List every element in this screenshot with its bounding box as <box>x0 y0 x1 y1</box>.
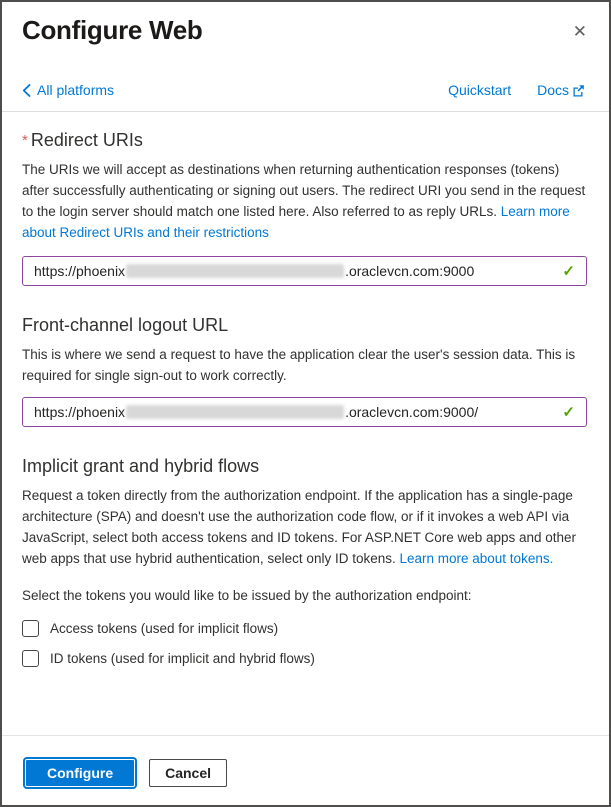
redirect-uris-description-text: The URIs we will accept as destinations when returning authentication responses (tokens) after successfully authenticating or signing out users. The redirect URI you send in the request to the login server should match one listed here. Also referred to as reply URLs. <box>22 162 586 219</box>
page-title: Configure Web <box>22 15 203 45</box>
panel-content <box>2 112 609 735</box>
chevron-left-icon <box>22 84 31 97</box>
external-link-icon <box>572 84 585 97</box>
nav-links <box>448 82 585 98</box>
checkbox-row-access-tokens[interactable] <box>22 620 587 637</box>
logout-url-value-suffix: .oraclevcn.com:9000/ <box>345 404 479 420</box>
docs-link-label: Docs <box>537 82 569 98</box>
configure-button[interactable]: Configure <box>25 759 135 787</box>
close-button[interactable] <box>567 17 593 46</box>
section-heading-redirect-uris: Redirect URIs <box>30 130 143 150</box>
token-select-prompt: Select the tokens you would like to be issued by the authorization endpoint: <box>22 588 472 603</box>
access-tokens-checkbox-label: Access tokens (used for implicit flows) <box>50 621 279 636</box>
redirect-uris-heading-row <box>22 130 587 151</box>
panel-footer <box>2 735 609 805</box>
docs-link[interactable] <box>537 82 585 98</box>
section-heading-logout-url: Front-channel logout URL <box>22 315 229 335</box>
redirect-uris-description <box>22 159 587 243</box>
nav-row <box>2 82 609 111</box>
redirect-uri-value-suffix: .oraclevcn.com:9000 <box>345 263 475 279</box>
valid-check-icon: ✓ <box>562 263 575 280</box>
logout-url-input[interactable] <box>22 397 587 427</box>
redirect-uri-value-prefix: https://phoenix <box>34 263 126 279</box>
implicit-grant-description-text: Request a token directly from the authorization endpoint. If the application has a single-page architecture (SPA) and doesn't use the authorization code flow, or if it invokes a web API via JavaScript, select both access tokens and ID tokens. For ASP.NET Core web apps and other web apps that use hybrid authentication, select only ID tokens. <box>22 488 577 566</box>
logout-url-heading-row <box>22 315 587 336</box>
panel-header <box>2 2 609 46</box>
checkbox-row-id-tokens[interactable] <box>22 650 587 667</box>
redacted-text-blur <box>126 264 344 278</box>
implicit-grant-heading-row <box>22 456 587 477</box>
back-link-label: All platforms <box>37 82 115 98</box>
quickstart-link[interactable]: Quickstart <box>448 82 512 98</box>
id-tokens-checkbox[interactable] <box>22 650 39 667</box>
section-heading-implicit-grant: Implicit grant and hybrid flows <box>22 456 260 476</box>
implicit-grant-description <box>22 485 587 569</box>
tokens-learn-more-link[interactable]: Learn more about tokens. <box>399 551 554 566</box>
id-tokens-checkbox-label: ID tokens (used for implicit and hybrid flows) <box>50 651 315 666</box>
valid-check-icon: ✓ <box>562 404 575 421</box>
back-link-all-platforms[interactable] <box>22 82 114 98</box>
cancel-button[interactable]: Cancel <box>149 759 227 787</box>
access-tokens-checkbox[interactable] <box>22 620 39 637</box>
logout-url-description: This is where we send a request to have the application clear the user's session data. This is required for single sign-out to work correctly. <box>22 347 576 383</box>
redirect-uri-input[interactable] <box>22 256 587 286</box>
redacted-text-blur <box>126 405 344 419</box>
logout-url-value-prefix: https://phoenix <box>34 404 126 420</box>
redirect-uris-learn-more-link[interactable]: Learn more about Redirect URIs and their restrictions <box>22 204 570 240</box>
close-icon: ✕ <box>572 22 587 41</box>
required-asterisk: * <box>22 132 28 149</box>
